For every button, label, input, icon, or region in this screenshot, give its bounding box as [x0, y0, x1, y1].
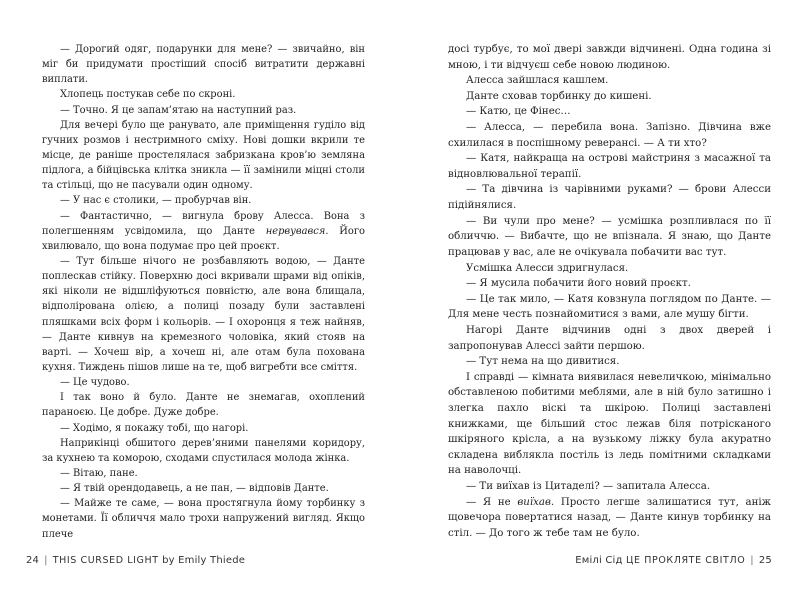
page-number: 25 [758, 555, 772, 566]
paragraph: — Тут нема на що дивитися. [466, 356, 620, 368]
right-page [400, 0, 800, 600]
paragraph: — Я мусила побачити його новий проєкт. [466, 278, 691, 290]
paragraph: Для вечері було ще ранувато, але приміщення гуділо від гучних розмов і нестримного сміху. Нові дошки вкрили те місце, де раніше простелялася забризкана кров’ю земляна підлога, а бійцівська клітка зникла — її замінили міцні столи та стільці, що не пасували один одному. [42, 119, 365, 192]
paragraph: — Катю, це Фінес… [466, 106, 571, 118]
paragraph: — Катя, найкраща на острові майстриня з масажної та відновлювальної терапії. [448, 153, 771, 180]
paragraph: Нагорі Данте відчинив одні з двох дверей і запропонував Алессі зайти першою. [448, 324, 771, 352]
paragraph: І справді — кімната виявилася невеличкою, мінімально обставленою побитими меблями, але в ній було затишно і злегка пахло віскі та шкірою. Полиці заставлені книжками, ще більший стос лежав біля потрісканого шкіряного крісла, а на вузькому ліжку була акуратно складена виблякла постіль із ледь помітними складками на наволочці. [448, 371, 771, 477]
paragraph: — Фантастично, — вигнула брову Алесса. Вона з полегшенням усвідомила, що Данте нервувався. Його хвилювало, що вона подумає про цей проєкт. [42, 210, 365, 252]
paragraph: — Та дівчина із чарівними руками? — брови Алесси підійнялися. [448, 184, 771, 212]
right-page-footer [575, 555, 772, 566]
paragraph: — Точно. Я це запам’ятаю на наступний раз. [60, 104, 297, 116]
paragraph: — У нас є столики, — пробурчав він. [60, 195, 252, 207]
footer-separator: | [44, 555, 48, 566]
paragraph: — Ви чули про мене? — усмішка розпливлася по її обличчю. — Вибачте, що не впізнала. Я знаю, що Данте працював у вас, але не очікувала побачити вас тут. [448, 215, 771, 258]
paragraph: — Вітаю, пане. [60, 467, 138, 479]
page-number: 24 [26, 555, 40, 566]
paragraph: Хлопець постукав себе по скроні. [60, 89, 236, 101]
paragraph: Алесса зайшлася кашлем. [466, 75, 609, 87]
paragraph: — Я твій орендодавець, а не пан, — відповів Данте. [60, 483, 329, 495]
paragraph: Данте сховав торбинку до кишені. [466, 90, 652, 102]
book-title: ЦЕ ПРОКЛЯТЕ СВІТЛО [626, 555, 746, 566]
paragraph: — Це чудово. [60, 377, 130, 389]
paragraph: — Це так мило, — Катя ковзнула поглядом по Данте. — Для мене честь познайомитися з вами, але мушу бігти. [448, 293, 771, 321]
paragraph: — Ти виїхав із Цитаделі? — запитала Алесса. [466, 481, 711, 493]
paragraph: — Дорогий одяг, подарунки для мене? — звичайно, він міг би придумати простіший спосіб витратити державні виплати. [42, 44, 365, 86]
author-name: Емілі Сід [575, 555, 623, 566]
paragraph: — Тут більше нічого не розбавляють водою, — Данте поплескав стійку. Поверхню досі вкривали шрами від опіків, які ніколи не відшліфуються повністю, але вона блищала, відполірована олією, а полиці позаду були заставлені пляшками всіх форм і кольорів. — І охоронця я теж найняв, — Данте кивнув на кремезного чоловіка, який стояв на варті. — Хочеш вір, а хочеш ні, але отам була похована кухня. Тиждень пішов лише на те, щоб вигребти все сміття. [42, 255, 365, 373]
left-page-text [42, 42, 365, 542]
paragraph: — Майже те саме, — вона простягнула йому торбинку з монетами. Її обличчя мало трохи напружений вигляд. Якщо плече [42, 498, 365, 540]
paragraph: Наприкінці обшитого дерев’яними панелями коридору, за кухнею та коморою, сходами спустилася молода жінка. [42, 437, 365, 464]
paragraph: — Ходімо, я покажу тобі, що нагорі. [60, 422, 249, 434]
paragraph: досі турбує, то мої двері завжди відчинені. Одна година зі мною, і ти відчуєш себе новою людиною. [448, 44, 771, 71]
footer-separator: | [750, 555, 754, 566]
paragraph: — Я не виїхав. Просто легше залишатися тут, аніж щовечора повертатися назад, — Данте кинув торбинку на стіл. — До того ж тебе там не було. [448, 496, 772, 539]
right-page-text [448, 42, 771, 542]
author-name: by Emily Thiede [162, 555, 246, 566]
paragraph: Усмішка Алесси здригнулася. [466, 262, 629, 274]
left-page-footer [26, 555, 245, 566]
book-title: THIS CURSED LIGHT [52, 555, 159, 566]
paragraph: І так воно й було. Данте не знемагав, охоплений параноєю. Це добре. Дуже добре. [42, 392, 365, 419]
paragraph: — Алесса, — перебила вона. Запізно. Дівчина вже схилилася в поспішному реверансі. — А ти хто? [448, 122, 771, 149]
